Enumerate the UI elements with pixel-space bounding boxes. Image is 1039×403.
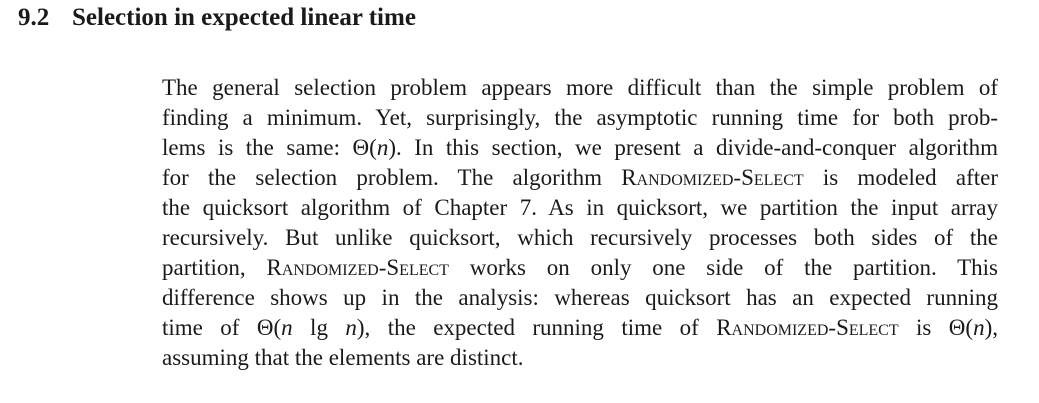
math-var: n <box>973 315 985 340</box>
paragraph-line: time of Θ(n lg n), the expected running time of Randomized-Select is Θ(n), <box>162 315 998 340</box>
paragraph-line: assuming that the elements are distinct. <box>162 345 524 370</box>
paragraph-line: difference shows up in the analysis: whereas quicksort has an expected running <box>162 285 998 310</box>
math-var: n <box>281 315 293 340</box>
section-title: Selection in expected linear time <box>72 4 416 31</box>
algorithm-name: Randomized-Select <box>716 315 899 340</box>
paragraph-line: recursively. But unlike quicksort, which recursively processes both sides of the <box>162 225 998 250</box>
algorithm-name: Randomized-Select <box>621 165 804 190</box>
paragraph-line: partition, Randomized-Select works on only one side of the partition. This <box>162 255 999 280</box>
math-var: n <box>345 315 357 340</box>
math-var: n <box>376 135 389 160</box>
paragraph-line: for the selection problem. The algorithm Randomized-Select is modeled after <box>162 165 998 190</box>
paragraph-line: finding a minimum. Yet, surprisingly, the asymptotic running time for both prob- <box>162 105 998 130</box>
body-paragraph <box>162 73 998 373</box>
paragraph-line: the quicksort algorithm of Chapter 7. As in quicksort, we partition the input array <box>162 195 998 220</box>
paragraph-line: lems is the same: Θ(n). In this section, we present a divide-and-conquer algorithm <box>162 135 998 160</box>
section-heading <box>18 2 416 34</box>
paragraph-line: The general selection problem appears more difficult than the simple problem of <box>162 75 998 100</box>
section-number: 9.2 <box>18 4 50 31</box>
algorithm-name: Randomized-Select <box>266 255 449 280</box>
